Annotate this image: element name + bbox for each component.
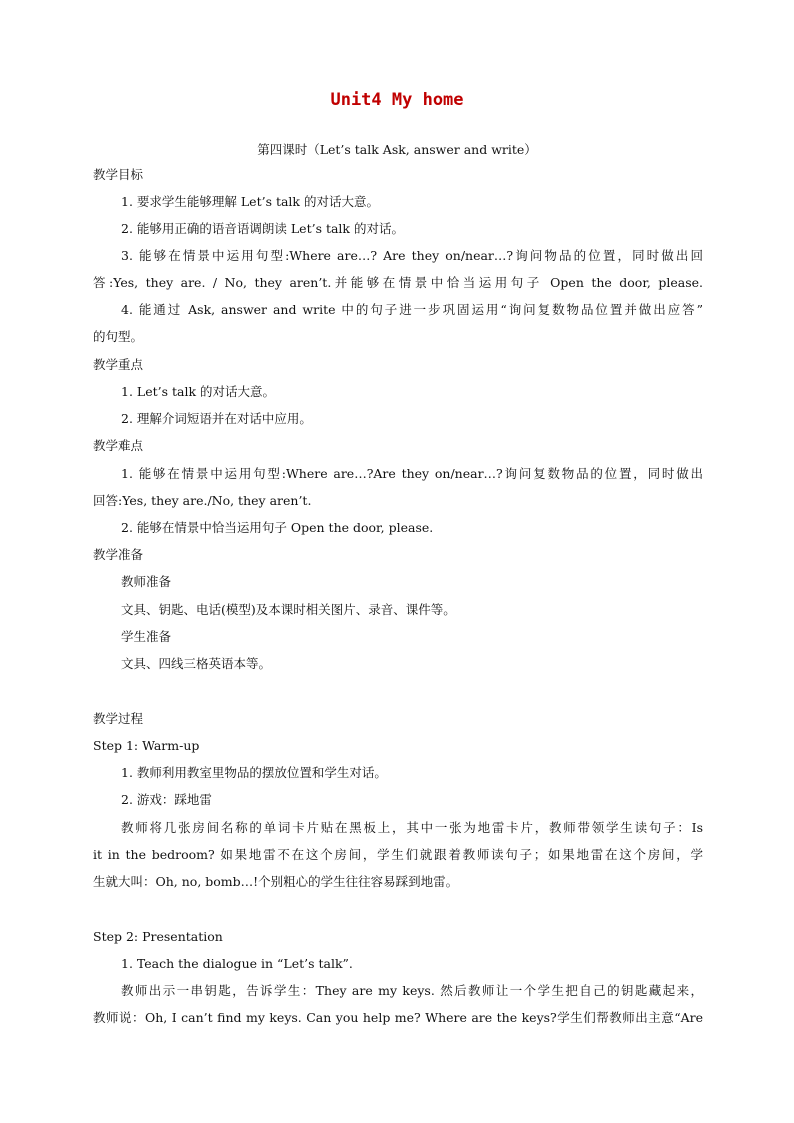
key-point-item: 1. Let’s talk 的对话大意。 [121,384,276,399]
step-item: 1. Teach the dialogue in “Let’s talk”. [121,956,353,971]
section-heading-key-points: 教学重点 [93,357,144,372]
section-heading-preparation: 教学准备 [93,547,144,562]
step-heading: Step 1: Warm-up [93,738,200,753]
lesson-subtitle: 第四课时（Let’s talk Ask, answer and write） [257,142,537,157]
prep-subheading-teacher: 教师准备 [121,574,172,589]
step-item: 1. 教师利用教室里物品的摆放位置和学生对话。 [121,765,387,780]
objective-item: 2. 能够用正确的语音语调朗读 Let’s talk 的对话。 [121,221,404,236]
objective-item: 1. 要求学生能够理解 Let’s talk 的对话大意。 [121,194,379,209]
objective-item-continued: 的句型。 [93,329,144,344]
section-heading-difficulties: 教学难点 [93,438,144,453]
section-heading-process: 教学过程 [93,711,144,726]
step-heading: Step 2: Presentation [93,929,223,944]
step-paragraph-continued: 生就大叫：Oh, no, bomb…!个别粗心的学生往往容易踩到地雷。 [93,874,459,889]
prep-subheading-student: 学生准备 [121,629,172,644]
step-paragraph: 教师将几张房间名称的单词卡片贴在黑板上，其中一张为地雷卡片，教师带领学生读句子：Is [121,820,703,835]
difficulty-item: 1. 能够在情景中运用句型:Where are…?Are they on/near…?询问复数物品的位置，同时做出 [121,466,703,481]
prep-student-items: 文具、四线三格英语本等。 [121,656,272,671]
difficulty-item: 2. 能够在情景中恰当运用句子 Open the door, please. [121,520,434,535]
step-paragraph-continued: it in the bedroom? 如果地雷不在这个房间，学生们就跟着教师读句子；如果地雷在这个房间，学 [93,847,703,862]
step-item: 2. 游戏：踩地雷 [121,792,212,807]
objective-item: 3. 能够在情景中运用句型:Where are…? Are they on/near…?询问物品的位置，同时做出回 [121,248,703,263]
document-title: Unit4 My home [330,90,464,110]
step-paragraph-continued: 教师说：Oh, I can’t find my keys. Can you help me? Where are the keys?学生们帮教师出主意“Are [93,1010,703,1025]
step-paragraph: 教师出示一串钥匙，告诉学生：They are my keys. 然后教师让一个学生把自己的钥匙藏起来， [121,983,703,998]
section-heading-objectives: 教学目标 [93,167,144,182]
prep-teacher-items: 文具、钥匙、电话(模型)及本课时相关图片、录音、课件等。 [121,602,456,617]
difficulty-item-continued: 回答:Yes, they are./No, they aren’t. [93,493,312,508]
objective-item-continued: 答:Yes, they are. / No, they aren’t.并能够在情景中恰当运用句子 Open the door, please. [93,275,703,290]
key-point-item: 2. 理解介词短语并在对话中应用。 [121,411,312,426]
objective-item: 4. 能通过 Ask, answer and write 中的句子进一步巩固运用“询问复数物品位置并做出应答” [121,302,703,317]
